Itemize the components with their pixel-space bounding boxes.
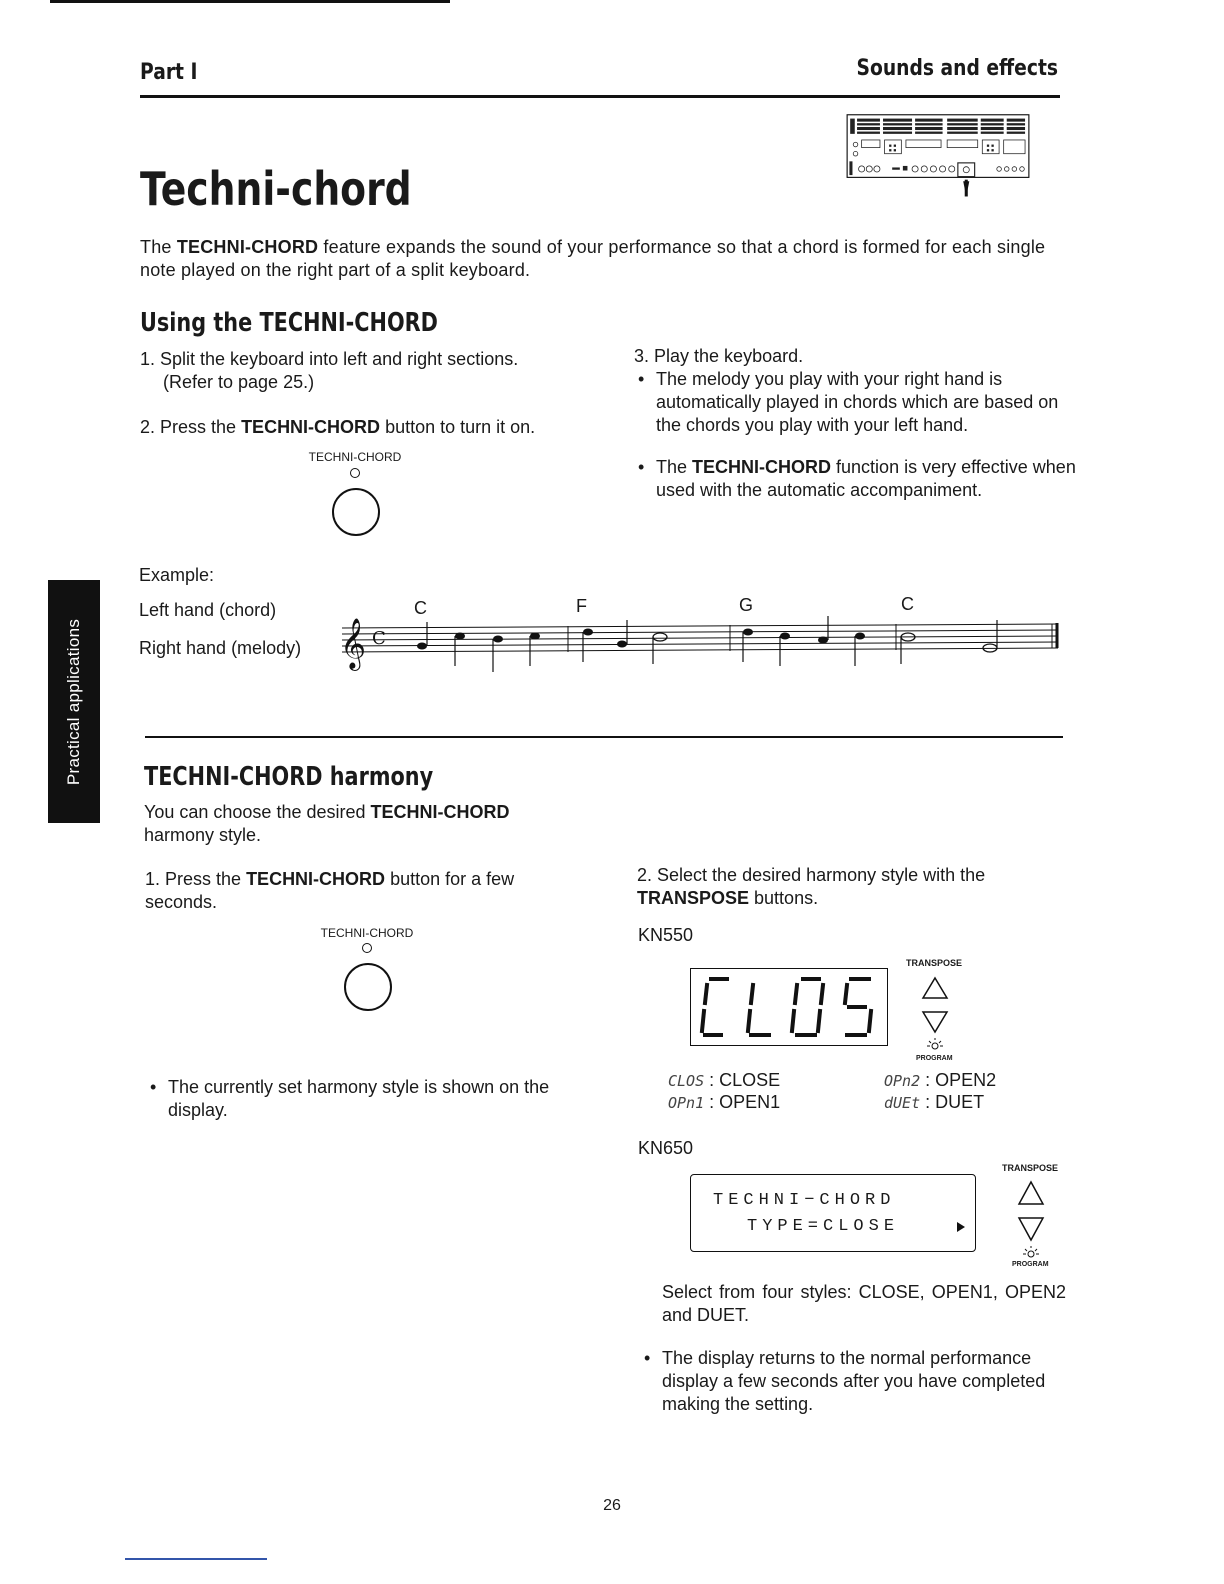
return-display-bullet: • The display returns to the normal performance display a few seconds after you have completed making the setting. xyxy=(644,1347,1084,1416)
kn650-lcd-line-2: TYPE=CLOSE xyxy=(747,1217,900,1236)
svg-text:𝄞: 𝄞 xyxy=(340,618,367,669)
style-duet: dUEt : DUET xyxy=(884,1092,985,1112)
using-bullet-2: • The TECHNI-CHORD function is very effective when used with the automatic accompaniment. xyxy=(638,456,1082,502)
kn550-transpose-down-button[interactable] xyxy=(923,1012,947,1032)
harmony-display-bullet: • The currently set harmony style is shown on the display. xyxy=(150,1076,594,1122)
using-step-1: 1. Split the keyboard into left and right sections. (Refer to page 25.) xyxy=(140,349,519,392)
kn550-lcd-segments xyxy=(691,969,887,1045)
svg-text:C: C xyxy=(372,628,386,649)
chord-symbol-3: G xyxy=(739,595,754,615)
using-heading: Using the TECHNI-CHORD xyxy=(140,308,438,338)
techni-chord-button[interactable] xyxy=(332,488,380,536)
part-label: Part I xyxy=(140,60,198,85)
kn550-transpose-buttons xyxy=(918,974,952,1064)
kn650-label: KN650 xyxy=(638,1138,694,1158)
harmony-intro: You can choose the desired TECHNI-CHORD harmony style. xyxy=(144,802,510,845)
left-hand-label: Left hand (chord) xyxy=(139,600,277,620)
kn650-transpose-down-button[interactable] xyxy=(1019,1218,1043,1240)
style-open1: OPn1 : OPEN1 xyxy=(668,1092,781,1112)
page-title: Techni-chord xyxy=(140,162,412,216)
chord-symbol-2: F xyxy=(576,596,587,616)
section-title: Sounds and effects xyxy=(856,56,1058,81)
harmony-button-label: TECHNI-CHORD xyxy=(320,926,414,940)
style-close: CLOS : CLOSE xyxy=(668,1070,781,1090)
kn550-transpose-label: TRANSPOSE xyxy=(906,958,963,968)
lcd-right-arrow-icon xyxy=(956,1221,966,1233)
kn650-lcd xyxy=(690,1174,976,1252)
kn650-transpose-up-button[interactable] xyxy=(1019,1182,1043,1204)
kn550-program-led-icon xyxy=(927,1038,943,1049)
harmony-heading: TECHNI-CHORD harmony xyxy=(144,762,434,792)
kn550-lcd xyxy=(690,968,888,1046)
music-staff xyxy=(330,608,1070,690)
using-step-3: 3. Play the keyboard. xyxy=(634,346,804,366)
using-step-2: 2. Press the TECHNI-CHORD button to turn it on. xyxy=(140,417,536,437)
techni-chord-button-label: TECHNI-CHORD xyxy=(308,450,402,464)
example-label: Example: xyxy=(139,565,215,585)
kn650-program-label: PROGRAM xyxy=(1012,1261,1049,1268)
chord-symbol-1: C xyxy=(414,598,427,618)
footer-rule xyxy=(125,1558,267,1560)
chord-symbol-4: C xyxy=(901,594,914,614)
using-bullet-1: • The melody you play with your right hand is automatically played in chords which are based on the chords you play with your left hand. xyxy=(638,368,1082,437)
style-open2: OPn2 : OPEN2 xyxy=(884,1070,997,1090)
right-hand-label: Right hand (melody) xyxy=(139,638,302,658)
top-rule xyxy=(50,0,450,3)
page-number: 26 xyxy=(603,1497,621,1514)
harmony-step-1: 1. Press the TECHNI-CHORD button for a few seconds. xyxy=(145,869,515,912)
section-divider xyxy=(145,736,1063,738)
side-tab: Practical applications xyxy=(48,580,100,823)
kn650-lcd-line-1: TECHNI−CHORD xyxy=(713,1191,896,1210)
kn550-transpose-up-button[interactable] xyxy=(923,978,947,998)
harmony-techni-chord-button[interactable] xyxy=(344,963,392,1011)
header-rule xyxy=(140,95,1060,98)
harmony-step-2: 2. Select the desired harmony style with the TRANSPOSE buttons. xyxy=(637,865,986,908)
keyboard-panel-illustration xyxy=(818,114,1058,198)
kn650-program-led-icon xyxy=(1023,1246,1039,1257)
select-styles-text: Select from four styles: CLOSE, OPEN1, OPEN2 and DUET. xyxy=(662,1282,1066,1325)
techni-chord-led xyxy=(350,468,360,478)
kn550-program-label: PROGRAM xyxy=(916,1055,953,1062)
kn550-label: KN550 xyxy=(638,925,694,945)
harmony-led xyxy=(362,943,372,953)
kn650-transpose-buttons xyxy=(1014,1178,1048,1268)
kn650-transpose-label: TRANSPOSE xyxy=(1002,1163,1059,1173)
intro-paragraph: The TECHNI-CHORD feature expands the sound of your performance so that a chord is formed for each single note played on the right part of a split keyboard. xyxy=(140,237,1046,280)
